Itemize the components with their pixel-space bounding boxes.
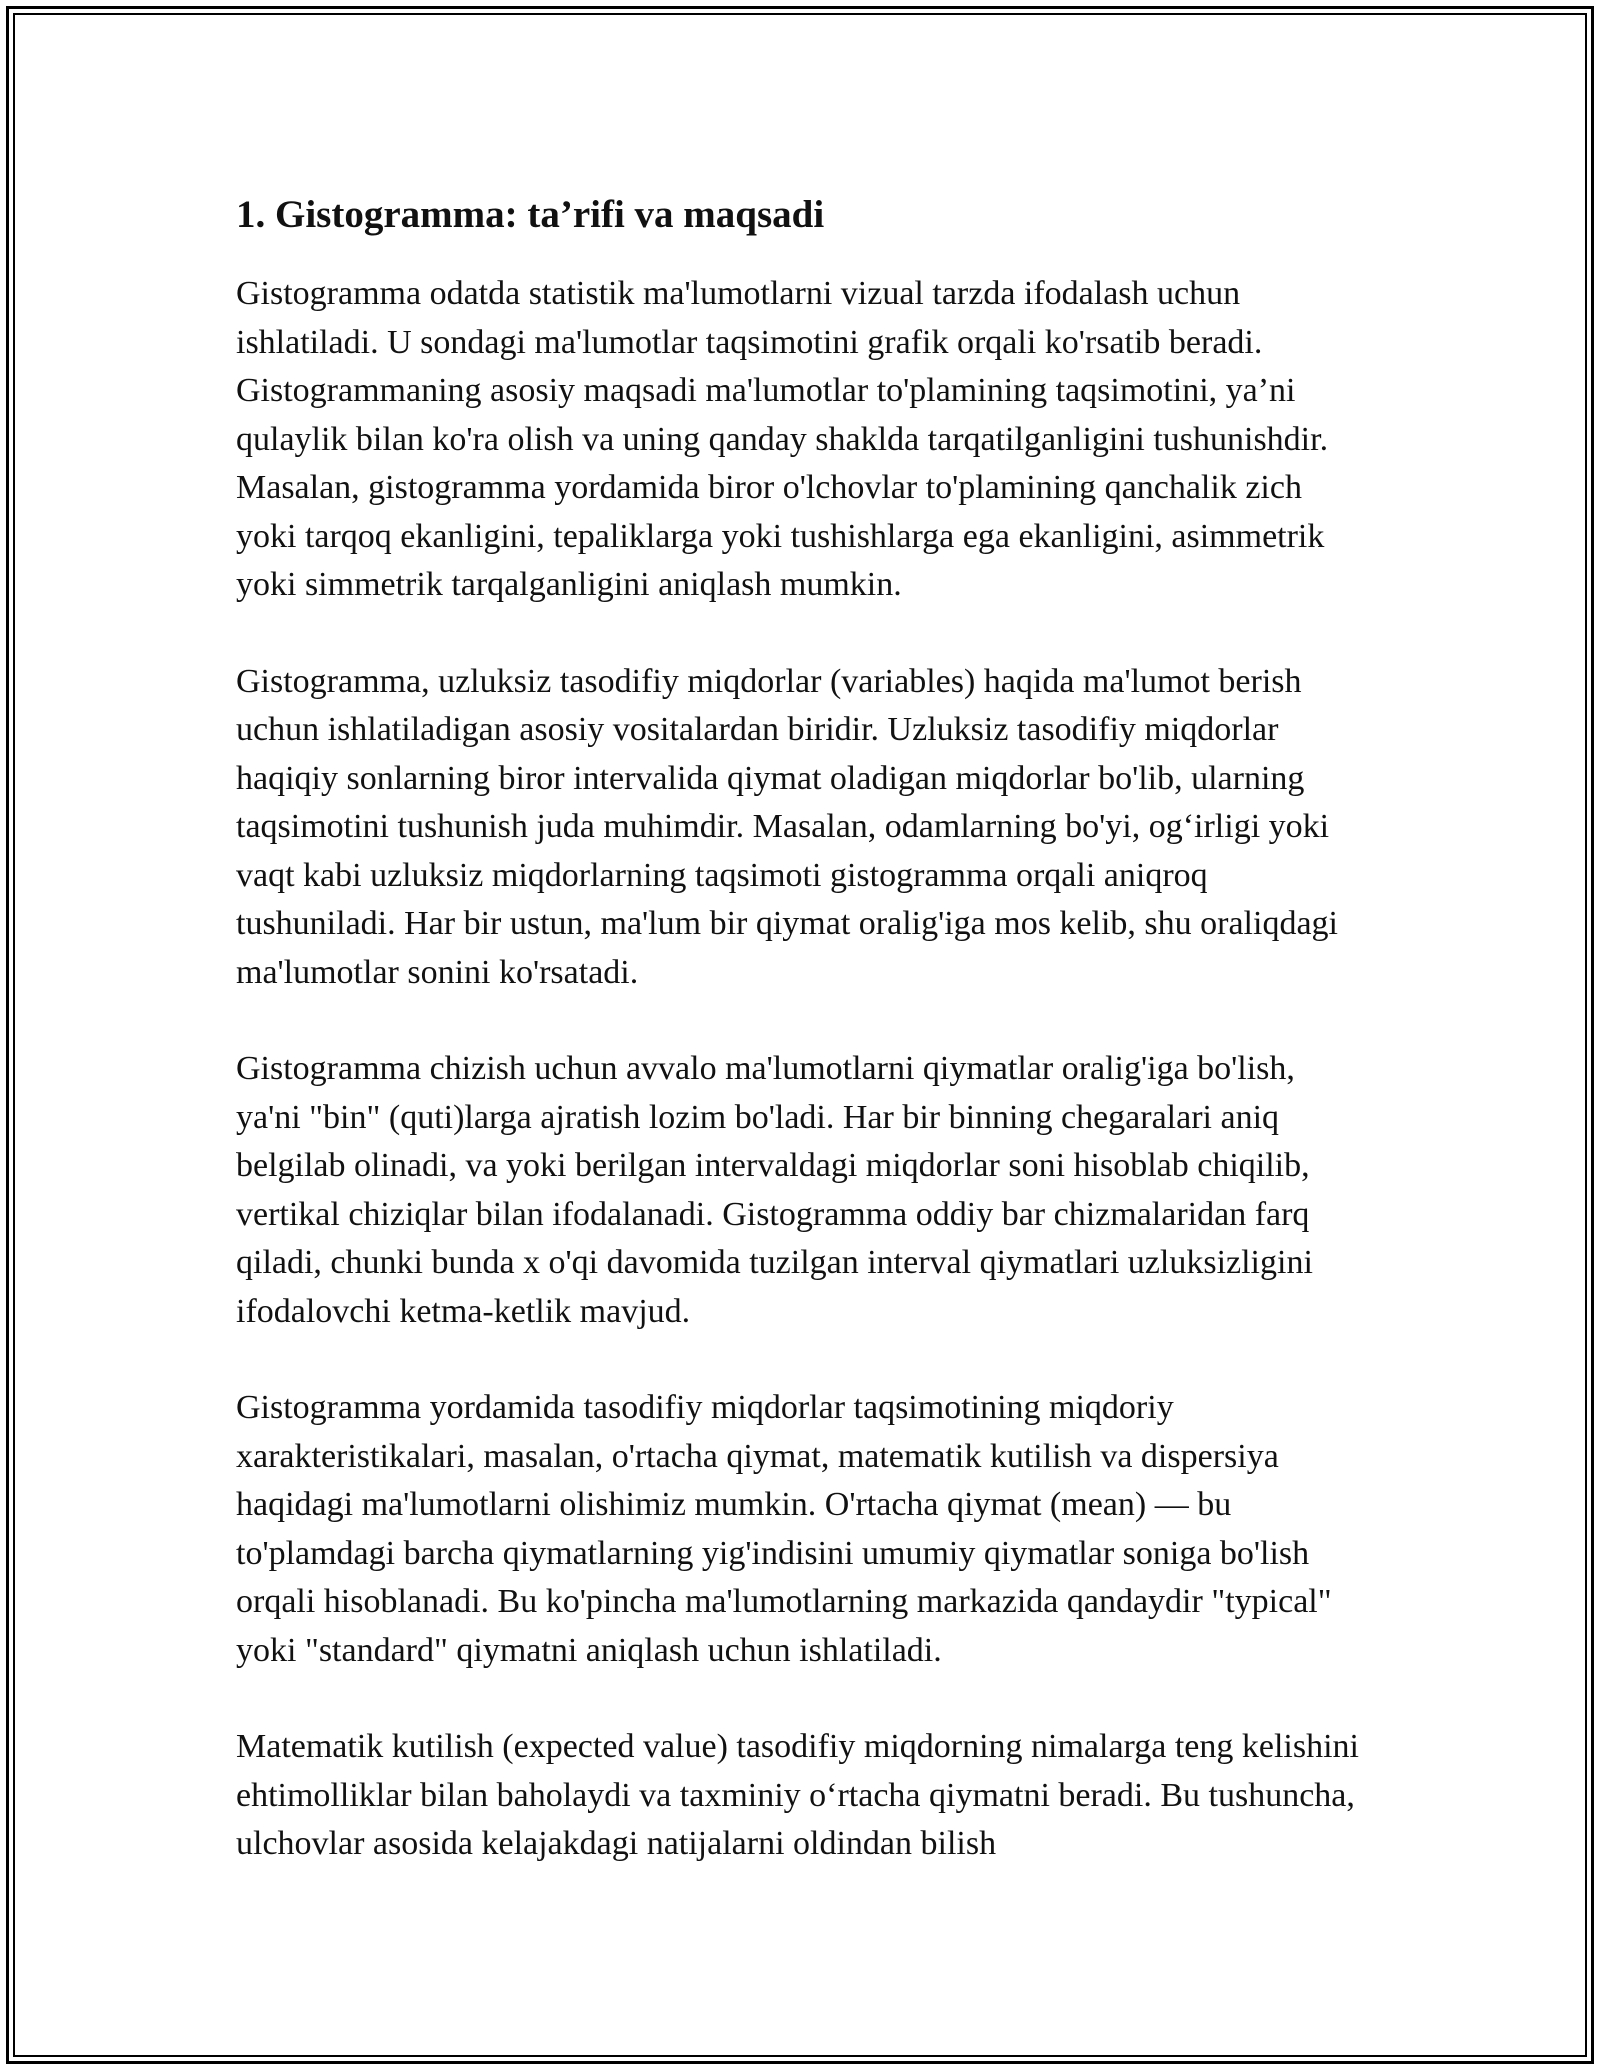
section-heading: 1. Gistogramma: ta’rifi va maqsadi [236, 193, 825, 236]
paragraph-3: Gistogramma chizish uchun avvalo ma'lumotlarni qiymatlar oralig'iga bo'lish, ya'ni "bin" (quti)larga ajratish lozim bo'ladi. Har bir binning chegaralari aniq belgilab olinadi, va yoki berilgan intervaldagi miqdorlar soni hisoblab chiqilib, vertikal chiziqlar bilan ifodalanadi. Gistogramma oddiy bar chizmalaridan farq qiladi, chunki bunda x o'qi davomida tuzilgan interval qiymatlari uzluksizligini ifodalovchi ketma-ketlik mavjud. [236, 1050, 1313, 1330]
paragraph-4: Gistogramma yordamida tasodifiy miqdorlar taqsimotining miqdoriy xarakteristikalari, masalan, o'rtacha qiymat, matematik kutilish va dispersiya haqidagi ma'lumotlarni olishimiz mumkin. O'rtacha qiymat (mean) — bu to'plamdagi barcha qiymatlarning yig'indisini umumiy qiymatlar soniga bo'lish orqali hisoblanadi. Bu ko'pincha ma'lumotlarning markazida qandaydir "typical" yoki "standard" qiymatni aniqlash uchun ishlatiladi. [236, 1389, 1332, 1669]
document-body [236, 188, 1366, 1869]
paragraph-2: Gistogramma, uzluksiz tasodifiy miqdorlar (variables) haqida ma'lumot berish uchun ishlatiladigan asosiy vositalardan biridir. Uzluksiz tasodifiy miqdorlar haqiqiy sonlarning biror intervalida qiymat oladigan miqdorlar bo'lib, ularning taqsimotini tushunish juda muhimdir. Masalan, odamlarning bo'yi, og‘irligi yoki vaqt kabi uzluksiz miqdorlarning taqsimoti gistogramma orqali aniqroq tushuniladi. Har bir ustun, ma'lum bir qiymat oralig'iga mos kelib, shu oraliqdagi ma'lumotlar sonini ko'rsatadi. [236, 662, 1338, 991]
paragraph-5: Matematik kutilish (expected value) tasodifiy miqdorning nimalarga teng kelishini ehtimolliklar bilan baholaydi va taxminiy o‘rtacha qiymatni beradi. Bu tushuncha, ulchovlar asosida kelajakdagi natijalarni oldindan bilish [236, 1728, 1359, 1862]
paragraph-1: Gistogramma odatda statistik ma'lumotlarni vizual tarzda ifodalash uchun ishlatiladi. U sondagi ma'lumotlar taqsimotini grafik orqali ko'rsatib beradi. Gistogrammaning asosiy maqsadi ma'lumotlar to'plamining taqsimotini, ya’ni qulaylik bilan ko'ra olish va uning qanday shaklda tarqatilganligini tushunishdir. Masalan, gistogramma yordamida biror o'lchovlar to'plamining qanchalik zich yoki tarqoq ekanligini, tepaliklarga yoki tushishlarga ega ekanligini, asimmetrik yoki simmetrik tarqalganligini aniqlash mumkin. [236, 275, 1329, 603]
